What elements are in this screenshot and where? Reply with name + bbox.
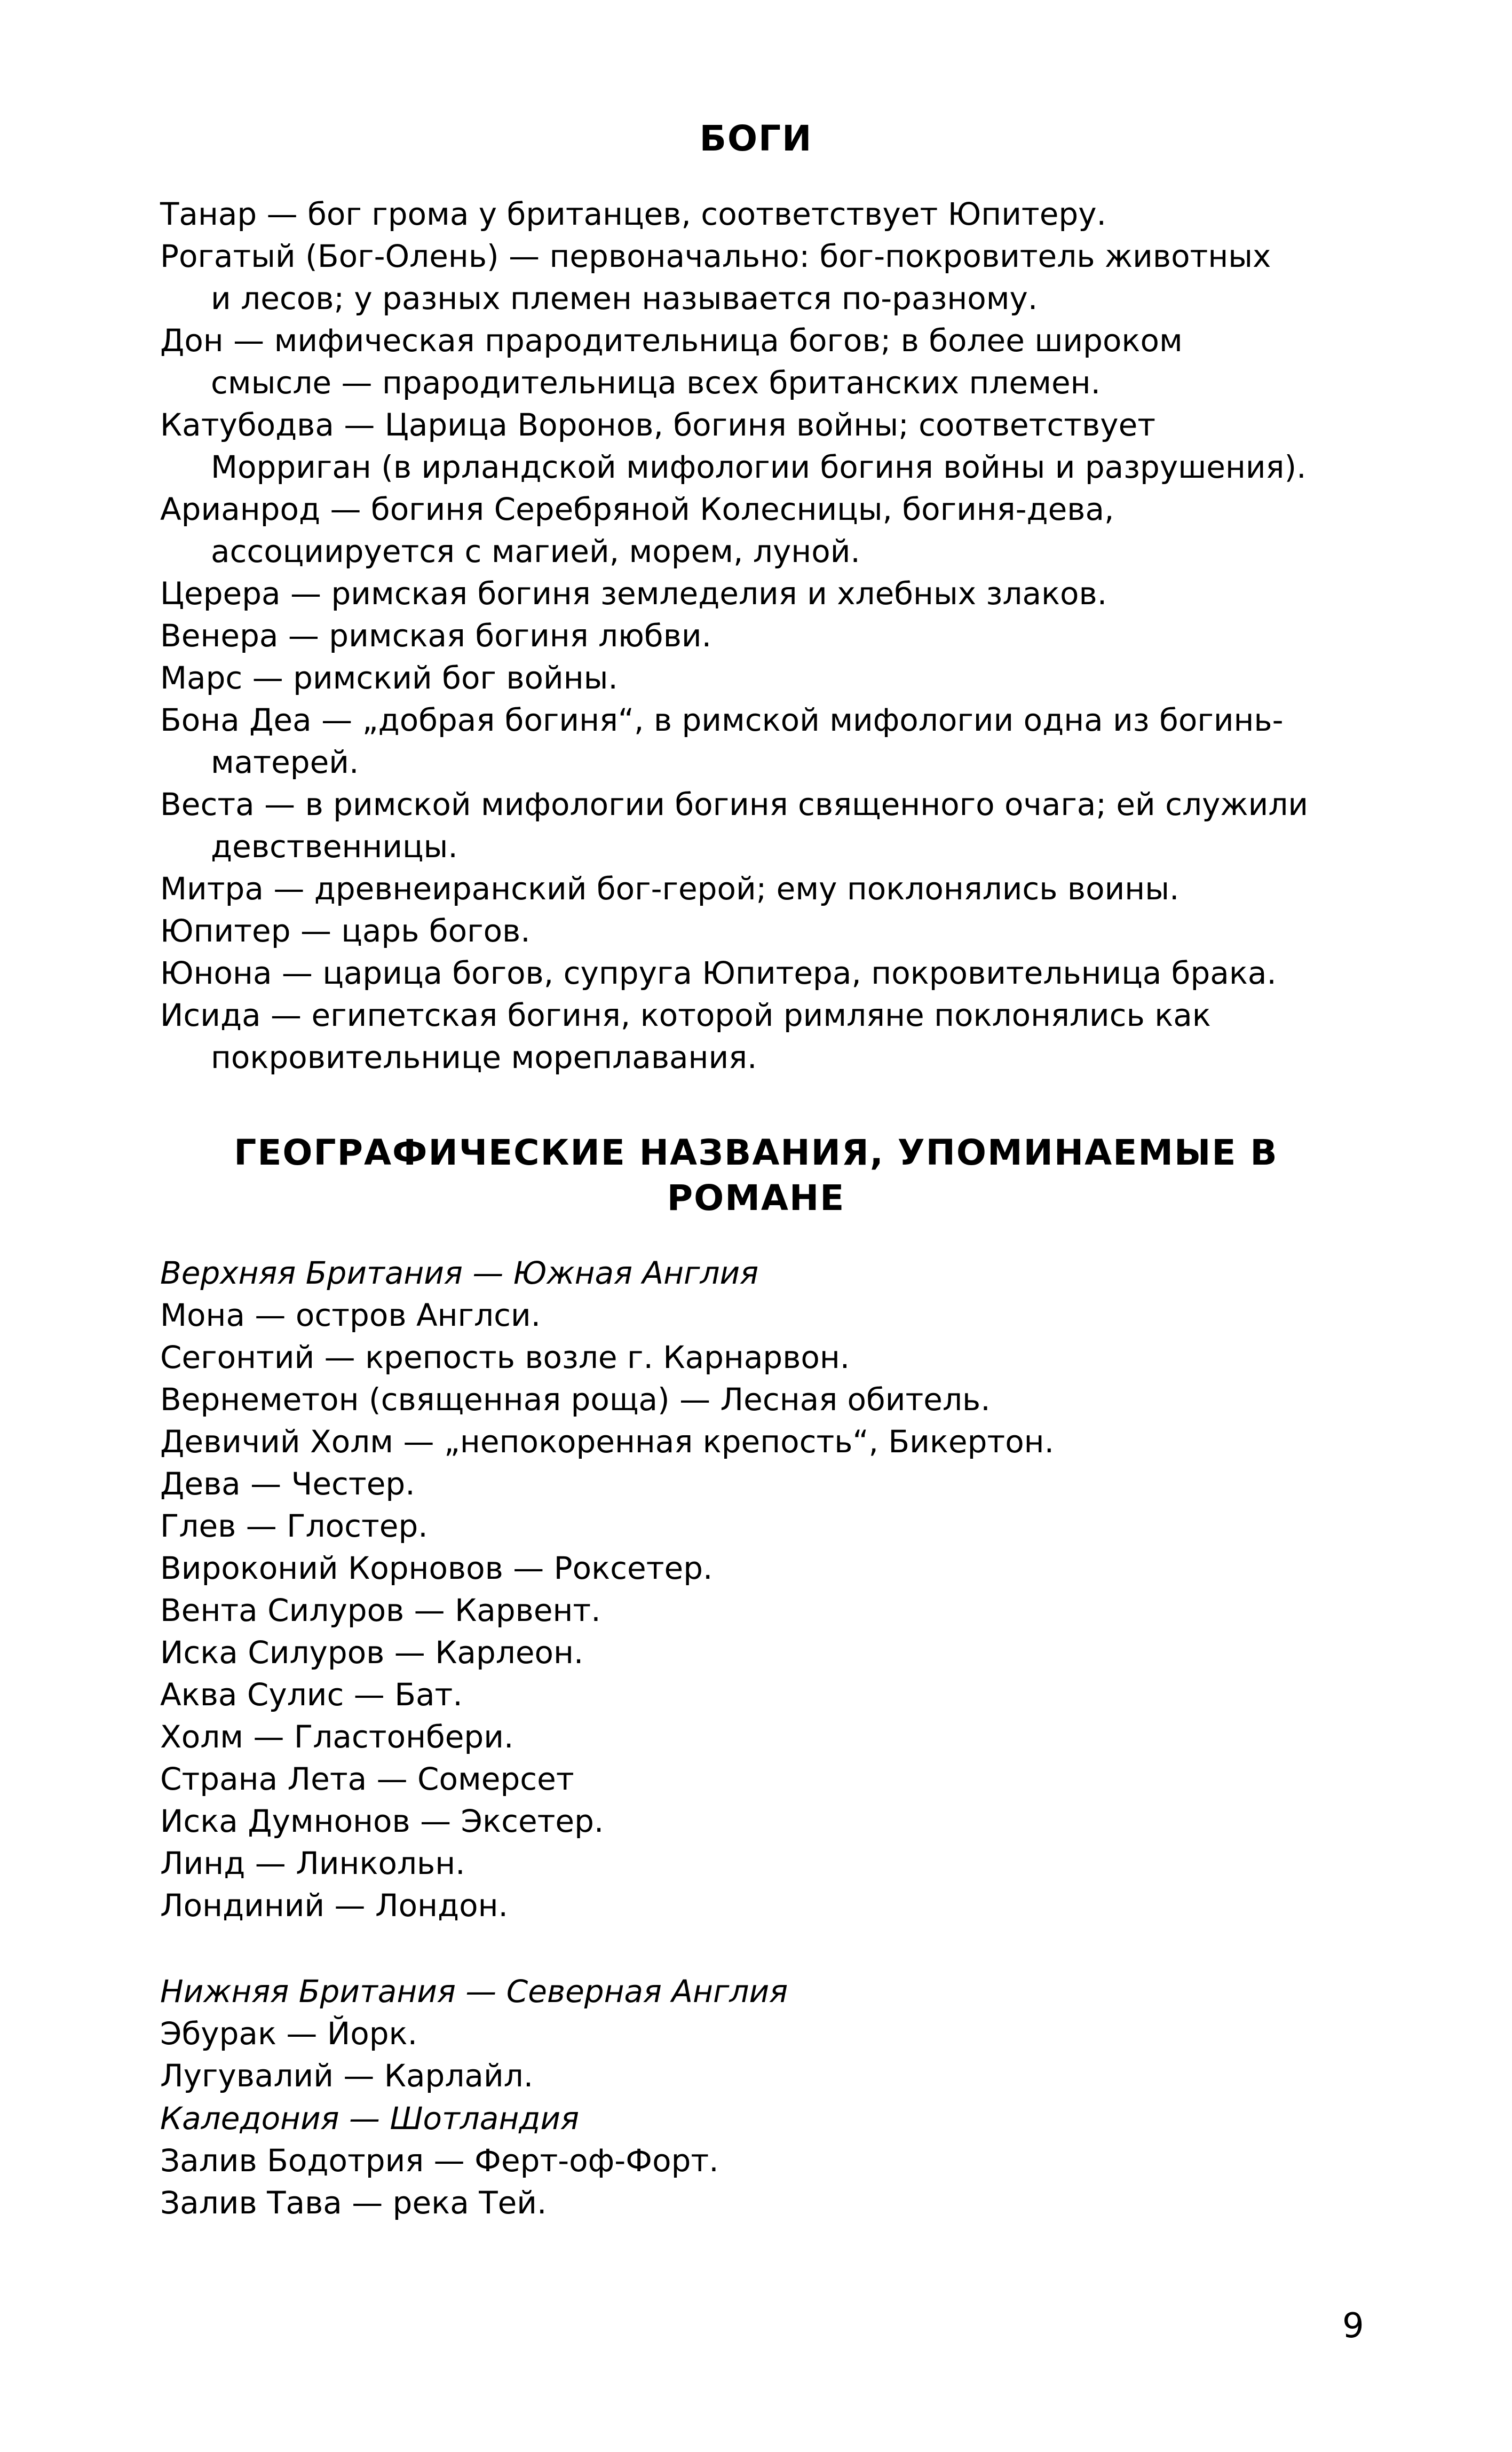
places-lower-britain bbox=[0, 1971, 1512, 2097]
place-entry: Иска Силуров — Карлеон. bbox=[160, 1634, 584, 1671]
places-caledonia bbox=[0, 2098, 1512, 2224]
glossary-entry-venus: Венера — римская богиня любви. bbox=[160, 618, 712, 654]
place-entry: Линд — Линкольн. bbox=[160, 1845, 465, 1881]
places-heading-line2: РОМАНЕ bbox=[667, 1177, 845, 1219]
place-entry: Лондиний — Лондон. bbox=[160, 1887, 508, 1924]
gods-heading: БОГИ bbox=[699, 118, 813, 159]
region-subheading: Верхняя Британия — Южная Англия bbox=[160, 1255, 759, 1291]
glossary-entry-catubodva: Катубодва — Царица Воронов, богиня войны; соответствует Морриган (в ирландской мифологии богиня войны и разрушения). bbox=[160, 407, 1307, 485]
places-heading-line1: ГЕОГРАФИЧЕСКИЕ НАЗВАНИЯ, УПОМИНАЕМЫЕ В bbox=[234, 1132, 1278, 1173]
glossary-entry-vesta: Веста — в римской мифологии богиня священного очага; ей служили девственницы. bbox=[160, 786, 1309, 865]
place-entry: Страна Лета — Сомерсет bbox=[160, 1761, 574, 1797]
place-entry: Холм — Гластонбери. bbox=[160, 1719, 514, 1755]
region-subheading: Нижняя Британия — Северная Англия bbox=[160, 1973, 788, 2010]
place-entry: Вироконий Корновов — Роксетер. bbox=[160, 1550, 713, 1586]
glossary-entry-arianrod: Арианрод — богиня Серебряной Колесницы, богиня-дева, ассоциируется с магией, морем, луной. bbox=[160, 491, 1114, 570]
place-entry: Вента Силуров — Карвент. bbox=[160, 1592, 601, 1628]
glossary-entry-mithras: Митра — древнеиранский бог-герой; ему поклонялись воины. bbox=[160, 871, 1179, 907]
place-entry: Залив Бодотрия — Ферт-оф-Форт. bbox=[160, 2142, 719, 2179]
place-entry: Иска Думнонов — Эксетер. bbox=[160, 1803, 604, 1839]
glossary-entry-ceres: Церера — римская богиня земледелия и хлебных злаков. bbox=[160, 575, 1107, 612]
place-entry: Дева — Честер. bbox=[160, 1466, 415, 1502]
glossary-entry-bona-dea: Бона Деа — „добрая богиня“, в римской мифологии одна из богинь- матерей. bbox=[160, 702, 1284, 780]
place-entry: Залив Тава — река Тей. bbox=[160, 2185, 547, 2221]
glossary-entry-juno: Юнона — царица богов, супруга Юпитера, покровительница брака. bbox=[160, 955, 1277, 991]
glossary-entry-horned: Рогатый (Бог-Олень) — первоначально: бог-покровитель животных и лесов; у разных племен называется по-разному. bbox=[160, 238, 1271, 317]
place-entry: Мона — остров Англси. bbox=[160, 1297, 541, 1333]
glossary-entry-mars: Марс — римский бог войны. bbox=[160, 660, 618, 696]
place-entry: Аква Сулис — Бат. bbox=[160, 1676, 463, 1713]
place-entry: Девичий Холм — „непокоренная крепость“, Бикертон. bbox=[160, 1423, 1055, 1460]
place-entry: Эбурак — Йорк. bbox=[160, 2015, 418, 2052]
place-entry: Лугувалий — Карлайл. bbox=[160, 2058, 534, 2094]
place-entry: Вернеметон (священная роща) — Лесная обитель. bbox=[160, 1381, 991, 1418]
places-upper-britain bbox=[0, 1252, 1512, 1927]
glossary-entry-isis: Исида — египетская богиня, которой римляне поклонялись как покровительнице мореплавания. bbox=[160, 997, 1211, 1075]
glossary-entry-jupiter: Юпитер — царь богов. bbox=[160, 913, 531, 949]
region-subheading: Каледония — Шотландия bbox=[160, 2100, 579, 2137]
page-number: 9 bbox=[1342, 2306, 1364, 2346]
place-entry: Сегонтий — крепость возле г. Карнарвон. bbox=[160, 1339, 850, 1375]
gods-glossary bbox=[0, 193, 1512, 1079]
place-entry: Глев — Глостер. bbox=[160, 1508, 428, 1544]
glossary-entry-tanar: Танар — бог грома у британцев, соответствует Юпитеру. bbox=[160, 196, 1106, 232]
glossary-entry-don: Дон — мифическая прародительница богов; в более широком смысле — прародительница всех британских племен. bbox=[160, 322, 1183, 401]
